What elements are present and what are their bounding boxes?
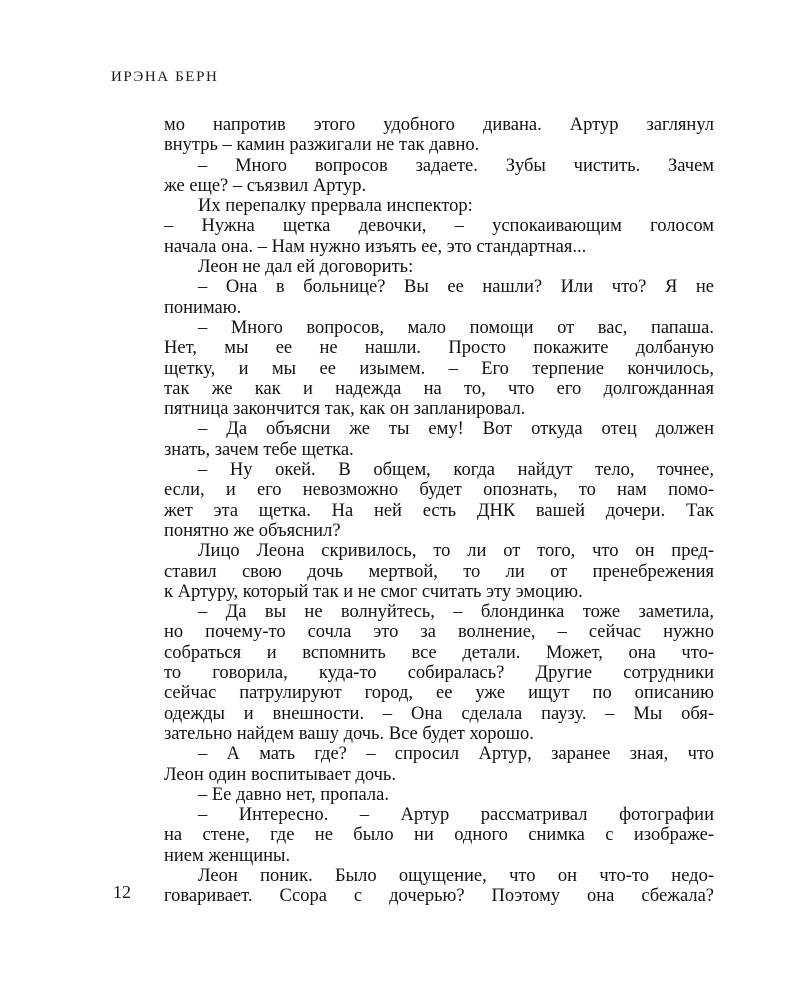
text-line: – Много вопросов задаете. Зубы чистить. Зачем: [198, 155, 714, 176]
text-line: Лицо Леона скривилось, то ли от того, что он пред-: [198, 541, 714, 562]
text-line: одежды и внешности. – Она сделала паузу. – Мы обя-: [164, 703, 714, 724]
text-line: – А мать где? – спросил Артур, заранее зная, что: [198, 744, 714, 765]
text-line: внутрь – камин разжигали не так давно.: [164, 135, 480, 156]
text-line: – Да вы не волнуйтесь, – блондинка тоже заметила,: [198, 602, 714, 623]
text-line: понимаю.: [164, 297, 242, 318]
text-line: говаривает. Ссора с дочерью? Поэтому она сбежала?: [164, 886, 714, 907]
text-line: мо напротив этого удобного дивана. Артур заглянул: [164, 115, 714, 135]
text-line: – Да объясни же ты ему! Вот откуда отец должен: [198, 419, 714, 440]
running-head: ИРЭНА БЕРН: [111, 69, 219, 85]
text-line: нием женщины.: [164, 845, 291, 866]
text-line: к Артуру, который так и не смог считать эту эмоцию.: [164, 581, 583, 602]
text-line: Леон не дал ей договорить:: [198, 257, 414, 278]
text-line: Нет, мы ее не нашли. Просто покажите долбаную: [164, 338, 714, 359]
page-number: 12: [113, 882, 131, 902]
text-line: Леон поник. Было ощущение, что он что-то недо-: [198, 865, 714, 886]
text-line: начала она. – Нам нужно изъять ее, это стандартная...: [164, 236, 587, 257]
text-line: пятница закончится так, как он запланировал.: [164, 399, 526, 420]
text-line: же еще? – съязвил Артур.: [164, 175, 367, 196]
text-line: собраться и вспомнить все детали. Может, она что-: [164, 642, 714, 663]
text-line: – Нужна щетка девочки, – успокаивающим голосом: [164, 216, 714, 237]
text-line: – Ее давно нет, пропала.: [198, 784, 389, 805]
text-line: – Она в больнице? Вы ее нашли? Или что? Я не: [198, 277, 714, 298]
text-line: но почему-то сочла это за волнение, – сейчас нужно: [164, 622, 714, 643]
text-line: ставил свою дочь мертвой, то ли от пренебрежения: [164, 561, 714, 582]
text-line: щетку, и мы ее изымем. – Его терпение кончилось,: [164, 358, 714, 379]
text-line: жет эта щетка. На ней есть ДНК вашей дочери. Так: [164, 500, 714, 521]
text-line: – Много вопросов, мало помощи от вас, папаша.: [198, 317, 714, 338]
text-line: Их перепалку прервала инспектор:: [198, 196, 473, 217]
text-line: знать, зачем тебе щетка.: [164, 439, 354, 460]
text-line: Леон один воспитывает дочь.: [164, 764, 396, 785]
text-line: зательно найдем вашу дочь. Все будет хорошо.: [164, 723, 534, 744]
text-line: понятно же объяснил?: [164, 520, 341, 541]
text-line: то говорила, куда-то собиралась? Другие сотрудники: [164, 663, 714, 684]
text-line: – Ну окей. В общем, когда найдут тело, точнее,: [198, 460, 714, 481]
body-text: [164, 115, 714, 907]
text-line: если, и его невозможно будет опознать, то нам помо-: [164, 480, 714, 501]
text-line: на стене, где не было ни одного снимка с изображе-: [164, 825, 714, 846]
text-line: так же как и надежда на то, что его долгожданная: [164, 378, 714, 399]
text-line: – Интересно. – Артур рассматривал фотографии: [198, 805, 714, 826]
text-line: сейчас патрулируют город, ее уже ищут по описанию: [164, 683, 714, 704]
